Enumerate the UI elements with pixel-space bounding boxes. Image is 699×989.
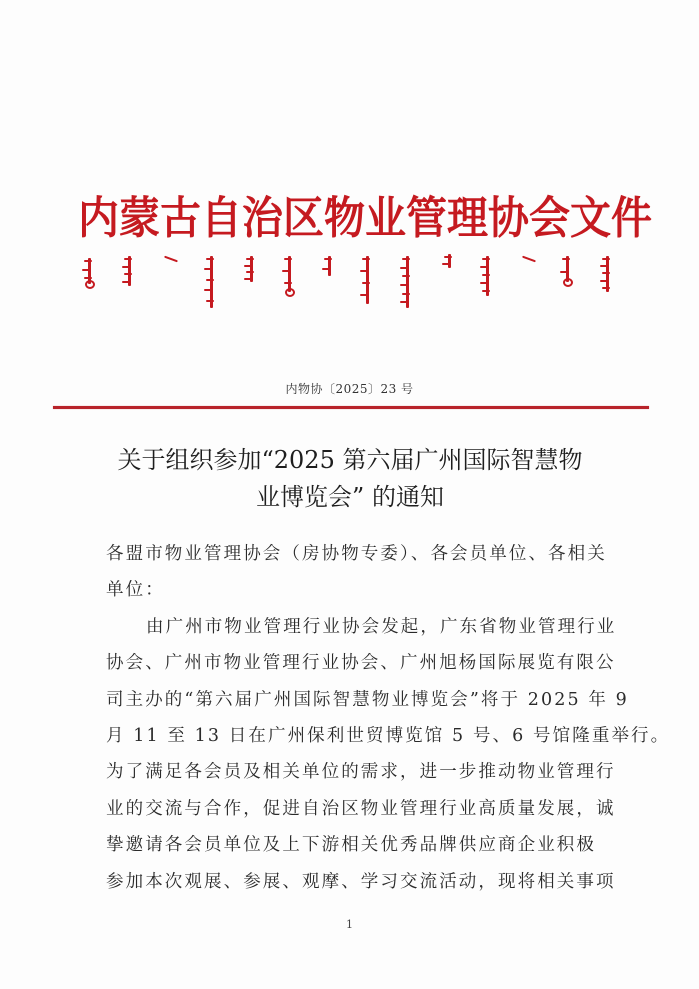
header-char: 内 (78, 192, 119, 244)
header-char: 会 (529, 192, 570, 244)
notice-body (106, 536, 671, 900)
paragraph-line: 为了满足各会员及相关单位的需求，进一步推动物业管理行 (106, 762, 616, 783)
header-char: 件 (611, 192, 652, 244)
header-char: 协 (488, 192, 529, 244)
header-char: 管 (406, 192, 447, 244)
notice-title (95, 442, 605, 516)
header-char: 物 (324, 192, 365, 244)
paragraph-line: 业的交流与合作，促进自治区物业管理行业高质量发展，诚 (106, 798, 616, 819)
paragraph-line: 挚邀请各会员单位及上下游相关优秀品牌供应商企业积极 (106, 835, 596, 856)
paragraph-line: 月 11 至 13 日在广州保利世贸博览馆 5 号、6 号馆隆重举行。 (106, 725, 671, 746)
red-divider-rule (53, 406, 649, 409)
header-char: 文 (570, 192, 611, 244)
issuer-header-title (78, 192, 652, 244)
header-char: 业 (365, 192, 406, 244)
paragraph-line: 由广州市物业管理行业协会发起，广东省物业管理行业 (146, 616, 617, 637)
paragraph-line: 协会、广州市物业管理行业协会、广州旭杨国际展览有限公 (106, 653, 616, 674)
header-char: 蒙 (119, 192, 160, 244)
header-char: 自 (201, 192, 242, 244)
header-char: 治 (242, 192, 283, 244)
salutation-line: 各盟市物业管理协会（房协物专委）、各会员单位、各相关 (106, 544, 607, 564)
page-number: 1 (346, 918, 353, 931)
header-char: 区 (283, 192, 324, 244)
header-char: 古 (160, 192, 201, 244)
notice-title-line: 关于组织参加“2025 第六届广州国际智慧物 (117, 446, 583, 474)
header-char: 理 (447, 192, 488, 244)
mongolian-script-header (78, 252, 623, 314)
paragraph-line: 参加本次观展、参展、观摩、学习交流活动，现将相关事项 (106, 871, 616, 892)
notice-title-line: 业博览会” 的通知 (256, 483, 444, 511)
paragraph-line: 司主办的“第六届广州国际智慧物业博览会”将于 2025 年 9 (106, 689, 629, 710)
salutation-line: 单位： (106, 580, 165, 601)
document-number: 内物协〔2025〕23 号 (285, 382, 414, 396)
